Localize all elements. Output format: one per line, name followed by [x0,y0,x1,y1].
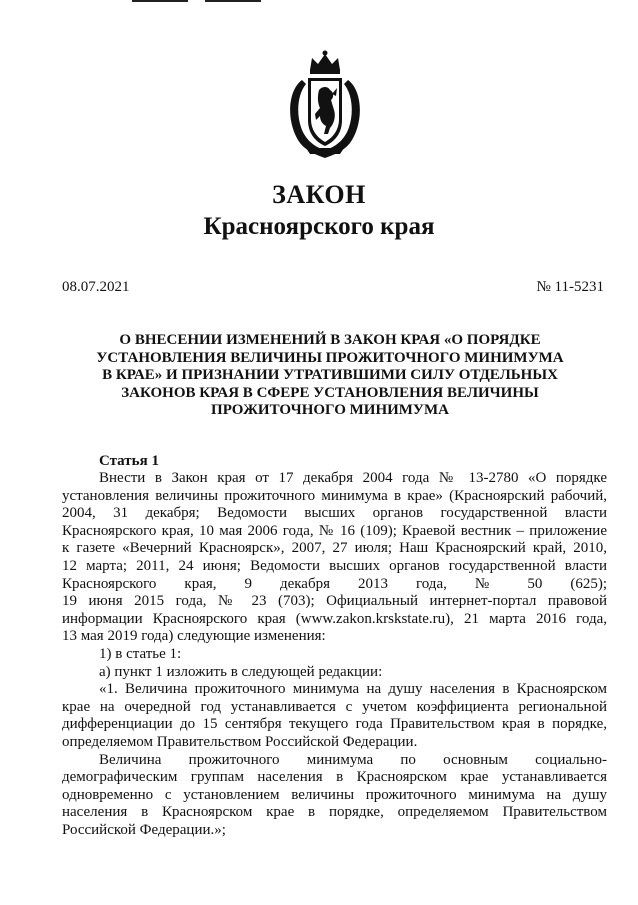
body-line: дифференциации до 15 сентября текущего года Правительством края в порядке, [62,716,607,733]
body-line: демографическим группам населения в Красноярском крае устанавливается [62,769,607,786]
body-line: 1) в статье 1: [99,645,182,662]
body-line: Внести в Закон края от 17 декабря 2004 года № 13-2780 «О порядке [99,470,607,486]
body-line: к газете «Вечерний Красноярск», 2007, 27 июля; Наш Красноярский край, 2010, [62,540,607,557]
body-line: а) пункт 1 изложить в следующей редакции: [99,663,383,680]
body-line: Величина прожиточного минимума по основным социально- [99,751,607,768]
body-line: крае на очередной год устанавливается с учетом коэффициента региональной [62,698,607,715]
scan-mark-left [132,0,188,2]
document-number: № 11-5231 [536,279,604,295]
article-title: Статья 1 [99,453,159,469]
body-line: «1. Величина прожиточного минимума на душу населения в Красноярском [99,681,607,698]
body-line: Красноярского края, 10 мая 2006 года, № 16 (109); Краевой вестник – приложение [62,522,607,539]
coat-of-arms-icon [282,50,368,162]
document-date: 08.07.2021 [62,279,130,295]
body-line: установления величины прожиточного минимума в крае» (Красноярский рабочий, [62,487,607,504]
body-line: 12 марта; 2011, 24 июня; Ведомости высших органов государственной власти [62,557,607,574]
heading-line: УСТАНОВЛЕНИЯ ВЕЛИЧИНЫ ПРОЖИТОЧНОГО МИНИМУМА [96,349,564,366]
body-line: определяемом Правительством Российской Федерации. [62,733,418,750]
heading-line: В КРАЕ» И ПРИЗНАНИИ УТРАТИВШИМИ СИЛУ ОТДЕЛЬНЫХ [102,367,558,384]
body-line: одновременно с установлением величины прожиточного минимума на душу [62,786,607,803]
body-line: 13 мая 2019 года) следующие изменения: [62,628,326,645]
body-line: 2004, 31 декабря; Ведомости высших органов государственной власти [62,505,607,522]
heading-line: О ВНЕСЕНИИ ИЗМЕНЕНИЙ В ЗАКОН КРАЯ «О ПОРЯДКЕ [119,332,541,348]
body-line: Российской Федерации.»; [62,821,226,838]
document-title: ЗАКОН [272,180,366,209]
scan-mark-right [205,0,261,2]
body-line: 19 июня 2015 года, № 23 (703); Официальный интернет-портал правовой [62,593,607,610]
body-line: населения в Красноярском крае в порядке, определяемом Правительством [62,804,607,821]
document-body [62,453,607,839]
body-line: Красноярского края, 9 декабря 2013 года, № 50 (625); [62,575,607,592]
law-heading [70,332,590,420]
heading-line: ЗАКОНОВ КРАЯ В СФЕРЕ УСТАНОВЛЕНИЯ ВЕЛИЧИНЫ [121,384,539,401]
body-line: информации Красноярского края (www.zakon.krskstate.ru), 21 марта 2016 года, [62,610,607,627]
document-subtitle: Красноярского края [203,213,435,240]
heading-line: ПРОЖИТОЧНОГО МИНИМУМА [211,402,449,419]
